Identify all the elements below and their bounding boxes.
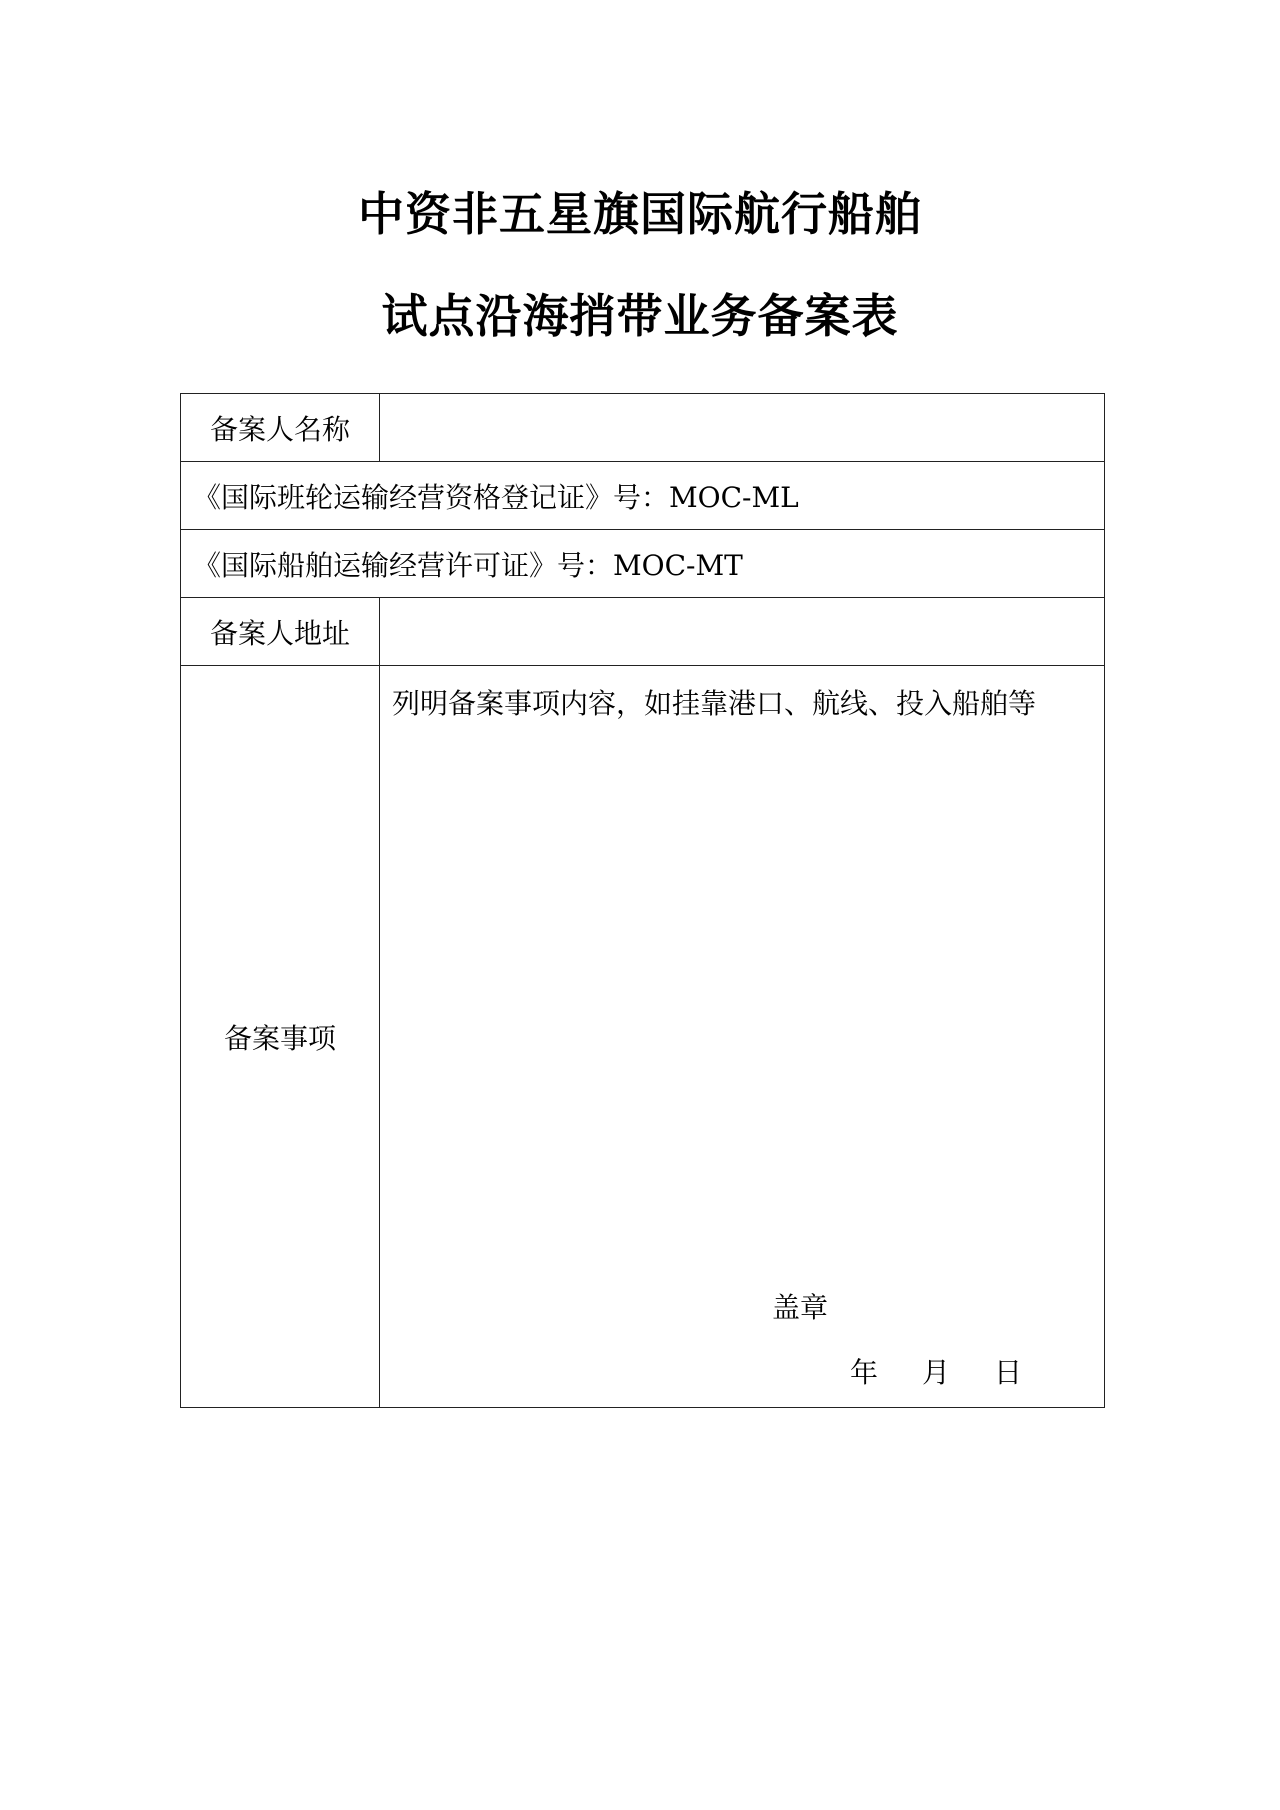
- matters-label: 备案事项: [223, 1021, 336, 1055]
- address-field[interactable]: [380, 598, 1105, 666]
- matters-field[interactable]: [380, 666, 1105, 1408]
- date-line: [850, 1351, 1022, 1391]
- filing-form-table: [180, 393, 1105, 1408]
- applicant-name-label: 备案人名称: [209, 412, 350, 446]
- seal-label: 盖章: [772, 1291, 829, 1324]
- date-year-label: 年: [850, 1356, 879, 1389]
- document-title-line2: 试点沿海捎带业务备案表: [381, 289, 899, 343]
- document-title-line1: 中资非五星旗国际航行船舶: [358, 187, 922, 241]
- date-month-label: 月: [922, 1356, 951, 1389]
- address-label: 备案人地址: [209, 616, 350, 650]
- liner-cert-row: [181, 462, 1105, 530]
- shipping-cert-row: [181, 530, 1105, 598]
- shipping-cert-field[interactable]: 《国际船舶运输经营许可证》号：MOC-MT: [181, 530, 1105, 598]
- applicant-name-row: [181, 394, 1105, 462]
- address-row: [181, 598, 1105, 666]
- matters-row: [181, 666, 1105, 1408]
- matters-label-cell: [181, 666, 380, 1408]
- liner-cert-field[interactable]: 《国际班轮运输经营资格登记证》号：MOC-ML: [181, 462, 1105, 530]
- address-label-cell: [181, 598, 380, 666]
- date-day-label: 日: [994, 1356, 1023, 1389]
- applicant-name-label-cell: [181, 394, 380, 462]
- matters-hint: 列明备案事项内容，如挂靠港口、航线、投入船舶等: [392, 687, 1037, 720]
- applicant-name-field[interactable]: [380, 394, 1105, 462]
